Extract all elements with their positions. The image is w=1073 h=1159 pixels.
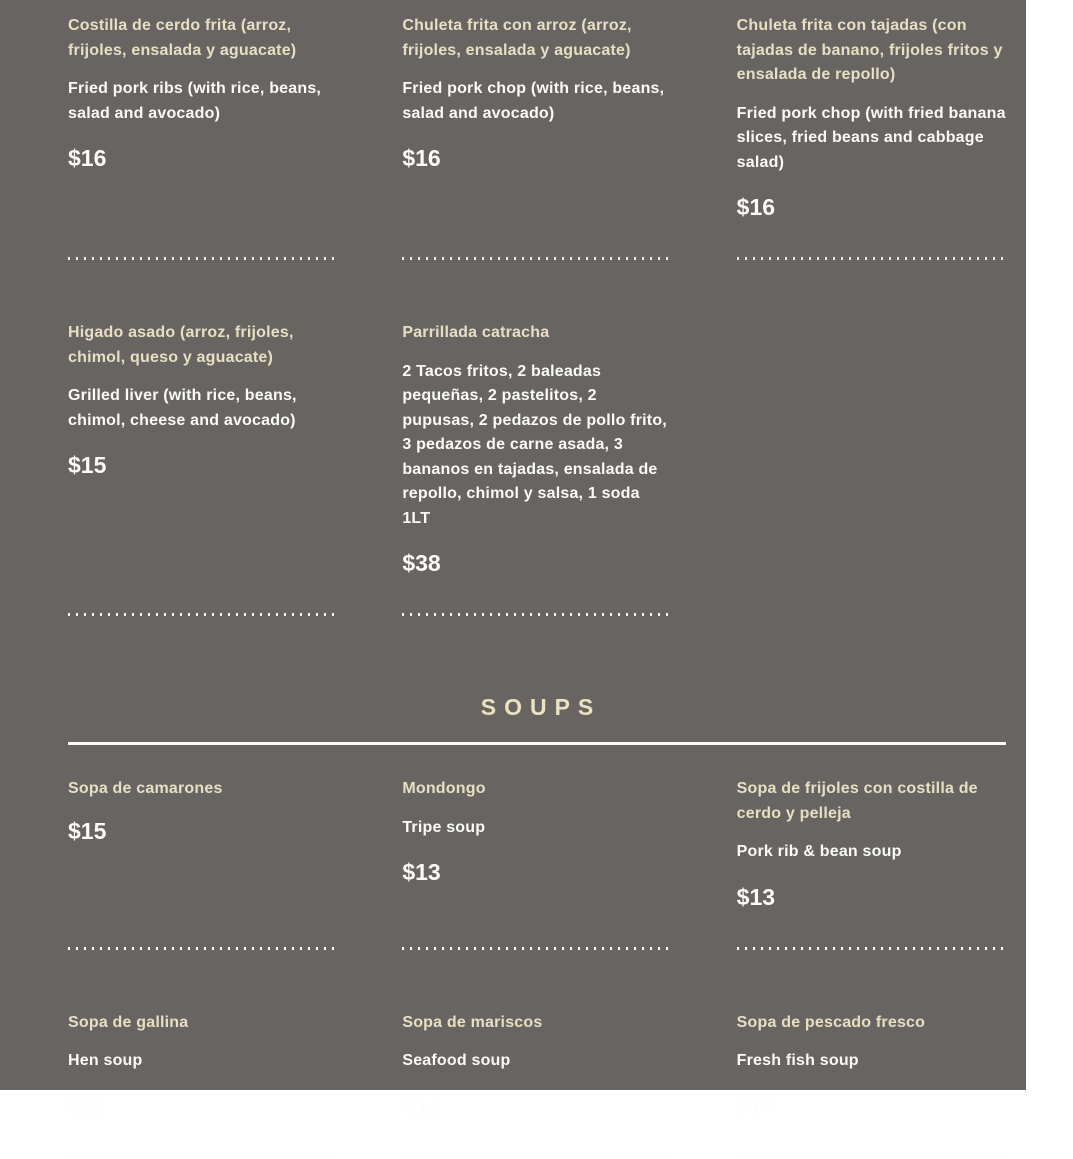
item-price: $15 xyxy=(68,817,107,844)
menu-item xyxy=(68,14,337,260)
soups-section-heading: SOUPS xyxy=(480,694,602,720)
item-name-es: Sopa de camarones xyxy=(68,780,223,797)
item-description-en: Fresh fish soup xyxy=(736,1052,859,1069)
item-description-en: Grilled liver (with rice, beans, chimol, cheese and avocado) xyxy=(68,387,297,429)
item-name-es: Chuleta frita con tajadas (con tajadas de banano, frijoles fritos y ensalada de repollo) xyxy=(736,17,1003,83)
item-name-es: Chuleta frita con arroz (arroz, frijoles, ensalada y aguacate) xyxy=(402,17,632,59)
dotted-separator xyxy=(68,1156,337,1159)
menu-item xyxy=(402,1011,671,1159)
item-name-es: Sopa de mariscos xyxy=(402,1013,543,1031)
item-description-en: Pork rib & bean soup xyxy=(736,843,902,860)
item-description-en: Fried pork chop (with rice, beans, salad and avocado) xyxy=(402,80,665,122)
item-description-en: Fried pork chop (with fried banana slices, fried beans and cabbage salad) xyxy=(736,104,1006,171)
item-name-es: Higado asado (arroz, frijoles, chimol, queso y aguacate) xyxy=(68,324,294,366)
item-name-es: Mondongo xyxy=(402,780,486,797)
item-price: $15 xyxy=(68,452,107,478)
mains-grid xyxy=(68,14,1006,616)
item-price: $13 xyxy=(402,859,441,885)
dotted-separator xyxy=(68,613,337,616)
menu-item xyxy=(402,321,671,616)
dotted-separator xyxy=(68,947,337,950)
menu-content xyxy=(68,0,1006,1159)
item-price: $13 xyxy=(402,1092,441,1119)
item-description-en: 2 Tacos fritos, 2 baleadas pequeñas, 2 pastelitos, 2 pupusas, 2 pedazos de pollo frito, 3 pedazos de carne asada, 3 bananos en tajadas, ensalada de repollo, chimol y salsa, 1 soda 1LT xyxy=(402,362,667,527)
empty-cell xyxy=(737,321,1006,616)
menu-item xyxy=(737,1011,1006,1159)
item-description-en: Tripe soup xyxy=(402,818,486,836)
item-name-es: Costilla de cerdo frita (arroz, frijoles, ensalada y aguacate) xyxy=(68,17,297,59)
dotted-separator xyxy=(402,613,671,616)
item-price: $13 xyxy=(68,1092,107,1119)
dotted-separator xyxy=(402,1156,671,1159)
dotted-separator xyxy=(68,257,337,260)
menu-item xyxy=(737,14,1006,260)
item-name-es: Sopa de pescado fresco xyxy=(736,1013,926,1031)
item-description-en: Fried pork ribs (with rice, beans, salad and avocado) xyxy=(68,80,322,122)
dotted-separator xyxy=(737,257,1006,260)
menu-item xyxy=(402,777,671,950)
dotted-separator xyxy=(402,947,671,950)
menu-item xyxy=(68,1011,337,1159)
item-price: $13 xyxy=(736,1092,776,1119)
item-name-es: Sopa de gallina xyxy=(68,1013,189,1031)
dotted-separator xyxy=(737,1156,1006,1159)
item-name-es: Parrillada catracha xyxy=(402,324,550,341)
item-description-en: Hen soup xyxy=(68,1052,143,1069)
item-price: $16 xyxy=(736,194,776,220)
dotted-separator xyxy=(402,257,671,260)
soups-grid xyxy=(68,777,1006,1159)
item-price: $16 xyxy=(402,145,441,171)
item-price: $13 xyxy=(736,883,776,910)
item-price: $16 xyxy=(68,145,107,171)
dotted-separator xyxy=(737,947,1006,950)
item-price: $38 xyxy=(402,550,441,576)
item-description-en: Seafood soup xyxy=(402,1052,511,1069)
menu-item xyxy=(68,777,337,950)
section-divider-rule xyxy=(68,742,1006,745)
item-name-es: Sopa de frijoles con costilla de cerdo y pelleja xyxy=(736,780,978,822)
menu-item xyxy=(402,14,671,260)
menu-item xyxy=(737,777,1006,950)
menu-item xyxy=(68,321,337,616)
